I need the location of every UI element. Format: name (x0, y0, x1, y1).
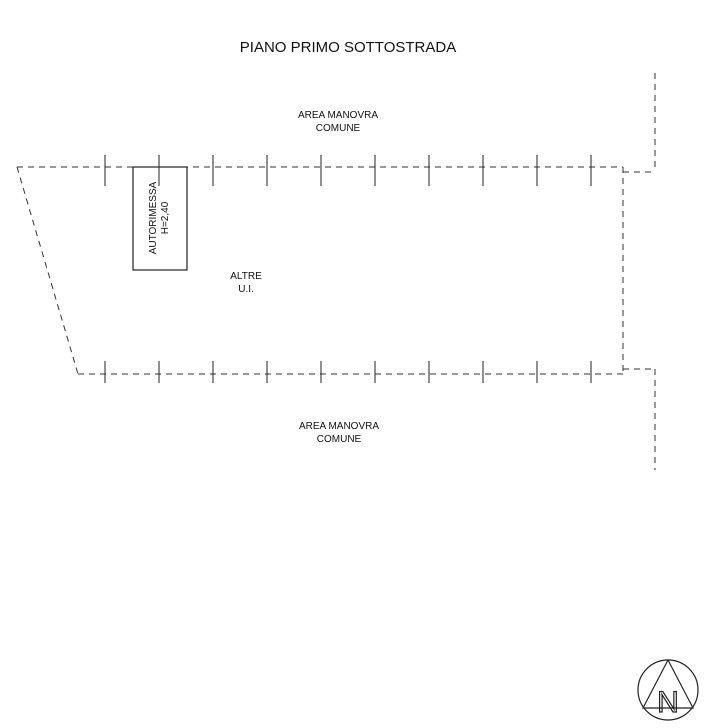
plan-title: PIANO PRIMO SOTTOSTRADA (239, 39, 457, 56)
other-units-line1: ALTRE (230, 271, 262, 282)
garage-unit (133, 167, 187, 270)
top-ticks (105, 155, 591, 186)
north-arrow-icon (638, 660, 698, 720)
garage-label: AUTORIMESSA (148, 181, 159, 255)
top-common-area-label (298, 110, 378, 134)
bottom-area-line2: COMUNE (316, 434, 362, 445)
bottom-common-area-label (299, 421, 379, 445)
bottom-ticks (105, 361, 591, 383)
other-units-line2: U.I. (238, 284, 254, 295)
bottom-area-line1: AREA MANOVRA (298, 421, 380, 432)
top-area-line1: AREA MANOVRA (297, 110, 379, 121)
other-units-label (230, 271, 262, 295)
garage-height: H=2,40 (160, 201, 171, 235)
north-letter: N (657, 686, 679, 719)
top-area-line2: COMUNE (315, 123, 361, 134)
